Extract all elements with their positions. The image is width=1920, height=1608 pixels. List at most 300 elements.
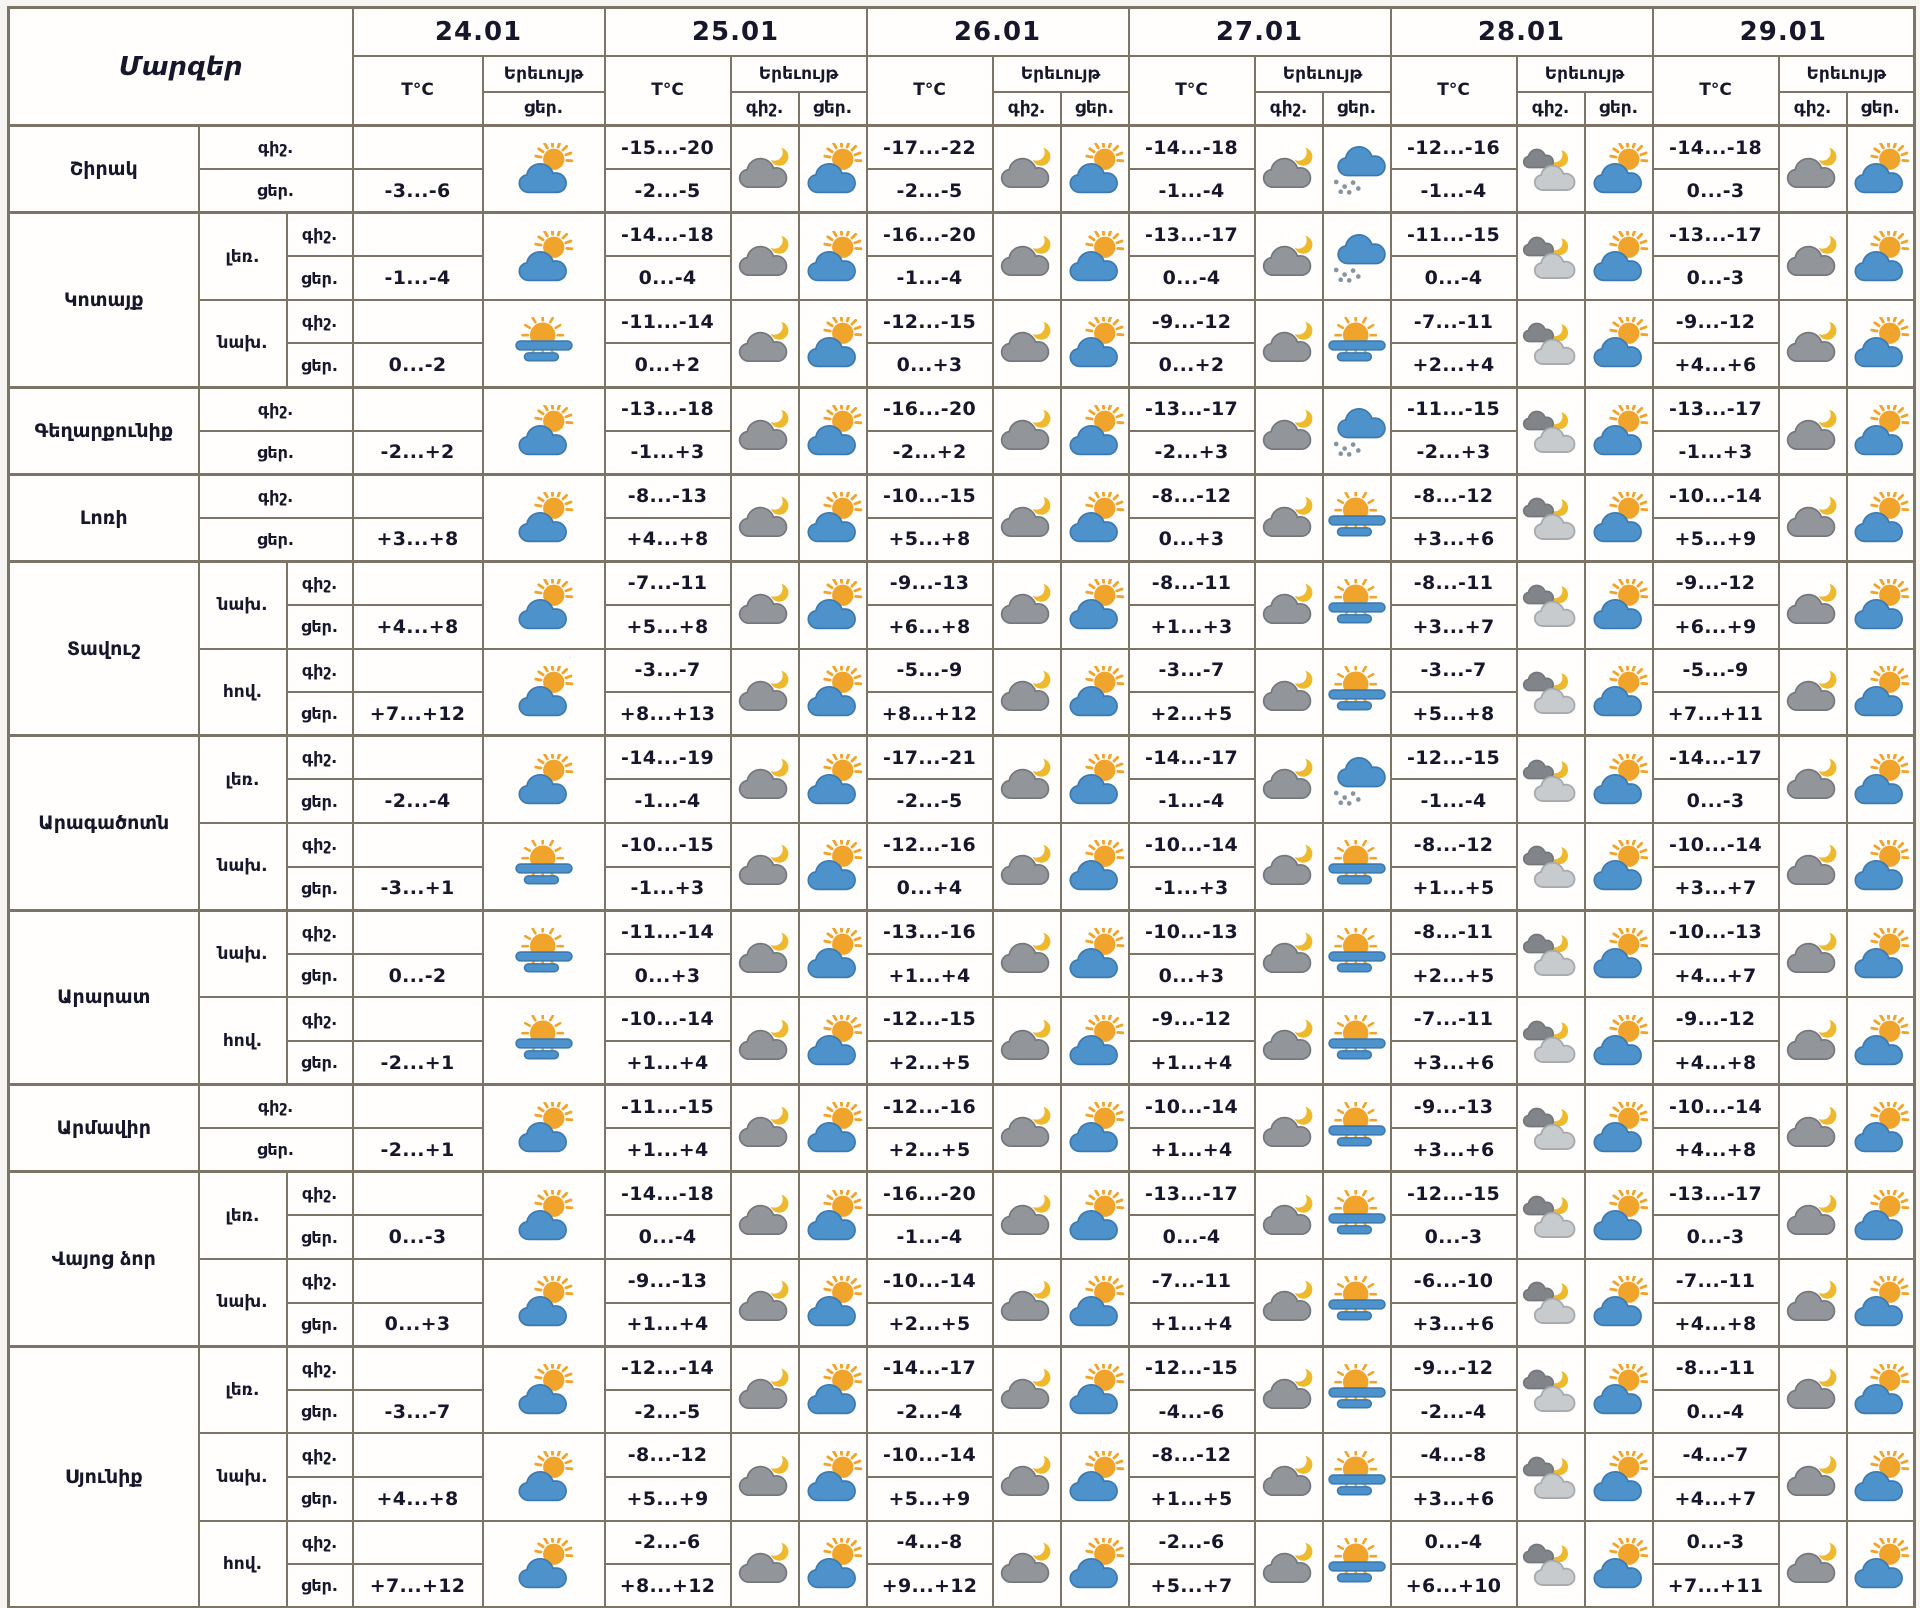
weather-icon-cell (1323, 213, 1391, 300)
weather-icon-cell (1847, 1259, 1915, 1346)
moon-cloud-icon (732, 405, 798, 457)
forecast-table (7, 6, 1916, 1608)
temp-cell: -14...-18 (1653, 126, 1779, 170)
temp-cell: -6...-10 (1391, 1259, 1517, 1303)
weather-icon-cell (1061, 736, 1129, 823)
night-subheader: գիշ. (993, 92, 1061, 126)
temp-cell: -2...-4 (1391, 1390, 1517, 1434)
temp-cell: -12...-15 (1391, 736, 1517, 780)
weather-icon-cell (799, 1085, 867, 1172)
moon-cloud-icon (994, 1190, 1060, 1242)
temp-cell: -12...-15 (867, 997, 993, 1041)
sun-cloud-icon (484, 1276, 604, 1328)
weather-icon-cell (1255, 213, 1323, 300)
temp-cell: -2...-5 (867, 169, 993, 213)
weather-icon-cell (1061, 300, 1129, 387)
temp-cell: -14...-19 (605, 736, 731, 780)
weather-icon-cell (731, 474, 799, 561)
temp-cell: -14...-18 (605, 1172, 731, 1216)
date-header-3: 27.01 (1129, 8, 1391, 56)
sun-cloud-icon (1848, 840, 1914, 892)
temp-cell: +2...+5 (1391, 954, 1517, 998)
moon-cloud-icon (994, 1015, 1060, 1067)
moon-cloud-icon (1256, 1451, 1322, 1503)
temp-cell: +1...+4 (605, 1041, 731, 1085)
moon-clouds-icon (1518, 754, 1584, 806)
weather-icon-cell (483, 910, 605, 997)
weather-icon-cell (483, 1085, 605, 1172)
temp-cell: +4...+8 (353, 1477, 483, 1521)
weather-icon-cell (1517, 1521, 1585, 1608)
temp-cell: +5...+8 (605, 605, 731, 649)
moon-cloud-icon (1780, 1102, 1846, 1154)
temp-cell: -9...-12 (1653, 300, 1779, 344)
weather-icon-cell (1779, 1346, 1847, 1433)
weather-icon-cell (1061, 1172, 1129, 1259)
moon-cloud-icon (732, 143, 798, 195)
temp-cell: +4...+8 (353, 605, 483, 649)
weather-icon-cell (1585, 213, 1653, 300)
temp-cell: -16...-20 (867, 1172, 993, 1216)
weather-icon-cell (483, 126, 605, 213)
temp-cell: -8...-11 (1391, 561, 1517, 605)
sun-cloud-icon (1586, 666, 1652, 718)
weather-icon-cell (1255, 474, 1323, 561)
day-subheader: ցեր. (1323, 92, 1391, 126)
weather-icon-cell (1517, 1085, 1585, 1172)
temp-cell: -7...-11 (605, 561, 731, 605)
weather-icon-cell (799, 823, 867, 910)
phenomenon-header: Երեւույթ (731, 56, 867, 92)
weather-icon-cell (799, 213, 867, 300)
weather-icon-cell (1847, 213, 1915, 300)
region-cell: Վայոց ձոր (9, 1172, 199, 1346)
moon-cloud-icon (1256, 405, 1322, 457)
moon-cloud-icon (994, 754, 1060, 806)
sun-cloud-icon (1586, 579, 1652, 631)
sun-cloud-icon (484, 579, 604, 631)
temp-cell: +2...+5 (867, 1303, 993, 1347)
weather-icon-cell (1255, 823, 1323, 910)
day-row-label: ցեր. (287, 954, 353, 998)
temp-cell: -13...-17 (1653, 213, 1779, 257)
subregion-cell: լեռ. (199, 736, 287, 823)
weather-icon-cell (1061, 1346, 1129, 1433)
sun-cloud-icon (1062, 1276, 1128, 1328)
day-row-label: ցեր. (199, 169, 353, 213)
temp-cell: -1...-4 (1129, 779, 1255, 823)
moon-clouds-icon (1518, 1015, 1584, 1067)
night-row-label: գիշ. (287, 1172, 353, 1216)
temp-cell: -12...-16 (867, 823, 993, 867)
moon-cloud-icon (732, 1538, 798, 1590)
night-row-label: գիշ. (287, 213, 353, 257)
subregion-cell: նախ. (199, 1433, 287, 1520)
temp-cell: -17...-22 (867, 126, 993, 170)
weather-icon-cell (1323, 300, 1391, 387)
weather-icon-cell (1517, 910, 1585, 997)
moon-cloud-icon (732, 1015, 798, 1067)
temp-cell: 0...+4 (867, 867, 993, 911)
moon-cloud-icon (1780, 579, 1846, 631)
moon-clouds-icon (1518, 840, 1584, 892)
sun-cloud-icon (1586, 1015, 1652, 1067)
weather-icon-cell (1255, 997, 1323, 1084)
night-subheader: գիշ. (1517, 92, 1585, 126)
night-row-label: գիշ. (287, 300, 353, 344)
weather-icon-cell (1323, 1433, 1391, 1520)
temp-header: T°C (353, 56, 483, 126)
temp-cell: -13...-18 (605, 387, 731, 431)
temp-cell: -16...-20 (867, 213, 993, 257)
sun-cloud-icon (1586, 1190, 1652, 1242)
weather-icon-cell (731, 823, 799, 910)
temp-cell: -7...-11 (1391, 300, 1517, 344)
temp-cell: -9...-12 (1391, 1346, 1517, 1390)
weather-icon-cell (1585, 1259, 1653, 1346)
temp-cell: -3...-7 (1129, 649, 1255, 693)
temp-cell: -10...-13 (1653, 910, 1779, 954)
weather-icon-cell (1061, 910, 1129, 997)
temp-cell: -4...-8 (1391, 1433, 1517, 1477)
temp-cell: +3...+6 (1391, 1477, 1517, 1521)
moon-cloud-icon (1780, 317, 1846, 369)
weather-icon-cell (1517, 474, 1585, 561)
sun-cloud-icon (1586, 840, 1652, 892)
weather-icon-cell (799, 649, 867, 736)
sun-cloud-icon (484, 492, 604, 544)
night-row-label: գիշ. (287, 561, 353, 605)
moon-cloud-icon (1780, 1276, 1846, 1328)
weather-icon-cell (1323, 649, 1391, 736)
temp-cell: +4...+8 (1653, 1041, 1779, 1085)
weather-icon-cell (1255, 1346, 1323, 1433)
moon-cloud-icon (994, 1102, 1060, 1154)
sun-fog-icon (1324, 666, 1390, 718)
weather-icon-cell (1779, 126, 1847, 213)
temp-cell: -10...-14 (1653, 823, 1779, 867)
weather-icon-cell (1323, 1346, 1391, 1433)
temp-cell: -2...-5 (605, 1390, 731, 1434)
moon-cloud-icon (994, 1364, 1060, 1416)
temp-cell: +3...+6 (1391, 518, 1517, 562)
weather-icon-cell (1585, 1433, 1653, 1520)
weather-icon-cell (1585, 910, 1653, 997)
weather-icon-cell (731, 387, 799, 474)
weather-icon-cell (1517, 823, 1585, 910)
weather-icon-cell (731, 1433, 799, 1520)
temp-cell: -8...-12 (1391, 823, 1517, 867)
weather-icon-cell (731, 1346, 799, 1433)
temp-cell: -7...-11 (1653, 1259, 1779, 1303)
weather-icon-cell (1255, 1172, 1323, 1259)
weather-icon-cell (1779, 213, 1847, 300)
sun-cloud-icon (1062, 840, 1128, 892)
weather-icon-cell (1585, 997, 1653, 1084)
weather-icon-cell (1255, 300, 1323, 387)
sun-cloud-icon (1062, 754, 1128, 806)
weather-icon-cell (483, 997, 605, 1084)
moon-cloud-icon (1780, 492, 1846, 544)
sun-cloud-icon (1848, 143, 1914, 195)
weather-icon-cell (1779, 997, 1847, 1084)
temp-cell: 0...+3 (605, 954, 731, 998)
sun-fog-icon (1324, 1102, 1390, 1154)
sun-cloud-icon (800, 1538, 866, 1590)
temp-cell: -13...-17 (1129, 213, 1255, 257)
sun-cloud-icon (1062, 666, 1128, 718)
sun-cloud-icon (1062, 492, 1128, 544)
temp-cell: +3...+6 (1391, 1303, 1517, 1347)
sun-cloud-icon (1848, 928, 1914, 980)
moon-cloud-icon (732, 1190, 798, 1242)
weather-icon-cell (799, 997, 867, 1084)
temp-cell: +1...+4 (605, 1303, 731, 1347)
temp-cell: 0...-4 (1129, 1215, 1255, 1259)
temp-cell: -10...-14 (1653, 1085, 1779, 1129)
sun-cloud-icon (1062, 1190, 1128, 1242)
temp-cell: -12...-15 (867, 300, 993, 344)
moon-cloud-icon (1780, 405, 1846, 457)
weather-icon-cell (1585, 649, 1653, 736)
sun-cloud-icon (484, 1451, 604, 1503)
temp-cell: -9...-13 (605, 1259, 731, 1303)
temp-cell: -8...-11 (1391, 910, 1517, 954)
temp-cell: 0...-3 (1653, 256, 1779, 300)
region-cell: Գեղարքունիք (9, 387, 199, 474)
temp-cell: -10...-14 (1653, 474, 1779, 518)
sun-cloud-icon (1062, 317, 1128, 369)
temp-cell: +1...+4 (867, 954, 993, 998)
temp-cell: +3...+6 (1391, 1041, 1517, 1085)
temp-cell: +2...+4 (1391, 343, 1517, 387)
moon-cloud-icon (732, 1102, 798, 1154)
sun-cloud-icon (484, 1190, 604, 1242)
date-header-4: 28.01 (1391, 8, 1653, 56)
weather-icon-cell (1061, 1521, 1129, 1608)
sun-cloud-icon (1586, 1538, 1652, 1590)
sun-cloud-icon (1586, 928, 1652, 980)
sun-cloud-icon (800, 754, 866, 806)
date-header-0: 24.01 (353, 8, 605, 56)
day-row-label: ցեր. (287, 779, 353, 823)
temp-cell: +1...+4 (1129, 1041, 1255, 1085)
weather-icon-cell (483, 561, 605, 648)
weather-icon-cell (1517, 126, 1585, 213)
regions-header: Մարզեր (9, 8, 353, 126)
phenomenon-header: Երեւույթ (483, 56, 605, 92)
day-subheader: ցեր. (1585, 92, 1653, 126)
temp-cell: +5...+9 (605, 1477, 731, 1521)
sun-cloud-icon (1062, 579, 1128, 631)
temp-cell: -3...-7 (605, 649, 731, 693)
temp-cell: -9...-12 (1129, 300, 1255, 344)
temp-cell-empty (353, 1433, 483, 1477)
weather-icon-cell (1517, 387, 1585, 474)
moon-clouds-icon (1518, 666, 1584, 718)
moon-cloud-icon (994, 840, 1060, 892)
temp-cell: -2...-6 (605, 1521, 731, 1565)
weather-icon-cell (1847, 1085, 1915, 1172)
sun-cloud-icon (1062, 1102, 1128, 1154)
weather-icon-cell (1255, 387, 1323, 474)
temp-cell: -4...-8 (867, 1521, 993, 1565)
temp-cell: +3...+8 (353, 518, 483, 562)
snow-cloud-icon (1324, 754, 1390, 806)
night-row-label: գիշ. (287, 997, 353, 1041)
temp-cell: +7...+11 (1653, 692, 1779, 736)
weather-icon-cell (993, 126, 1061, 213)
weather-icon-cell (1779, 1172, 1847, 1259)
moon-cloud-icon (994, 317, 1060, 369)
region-cell: Տավուշ (9, 561, 199, 735)
moon-cloud-icon (1780, 1190, 1846, 1242)
weather-icon-cell (1255, 561, 1323, 648)
weather-icon-cell (731, 910, 799, 997)
temp-cell: -2...-5 (867, 779, 993, 823)
temp-cell: -5...-9 (1653, 649, 1779, 693)
temp-header: T°C (605, 56, 731, 126)
temp-cell-empty (353, 213, 483, 257)
weather-icon-cell (799, 736, 867, 823)
day-row-label: ցեր. (287, 1303, 353, 1347)
temp-cell: -2...+3 (1129, 431, 1255, 475)
weather-icon-cell (993, 300, 1061, 387)
temp-cell: -10...-15 (605, 823, 731, 867)
weather-icon-cell (993, 1521, 1061, 1608)
sun-cloud-icon (484, 405, 604, 457)
temp-cell: -1...+3 (1653, 431, 1779, 475)
temp-cell: 0...+3 (1129, 954, 1255, 998)
weather-icon-cell (1061, 1433, 1129, 1520)
weather-icon-cell (1585, 1346, 1653, 1433)
temp-cell: -14...-17 (1129, 736, 1255, 780)
sun-cloud-icon (1848, 1538, 1914, 1590)
sun-cloud-icon (1848, 754, 1914, 806)
weather-icon-cell (1517, 1346, 1585, 1433)
night-row-label: գիշ. (199, 126, 353, 170)
temp-cell: -13...-16 (867, 910, 993, 954)
weather-icon-cell (1585, 1085, 1653, 1172)
weather-icon-cell (993, 823, 1061, 910)
sun-cloud-icon (1586, 754, 1652, 806)
moon-cloud-icon (1780, 143, 1846, 195)
temp-cell: 0...-4 (605, 256, 731, 300)
temp-cell: +3...+7 (1653, 867, 1779, 911)
weather-icon-cell (1061, 649, 1129, 736)
weather-icon-cell (1517, 1172, 1585, 1259)
moon-clouds-icon (1518, 1451, 1584, 1503)
phenomenon-header: Երեւույթ (1779, 56, 1915, 92)
weather-icon-cell (1847, 387, 1915, 474)
sun-cloud-icon (1848, 405, 1914, 457)
night-row-label: գիշ. (287, 1433, 353, 1477)
temp-cell: -8...-11 (1129, 561, 1255, 605)
sun-cloud-icon (1586, 143, 1652, 195)
temp-cell: -12...-14 (605, 1346, 731, 1390)
day-row-label: ցեր. (287, 1390, 353, 1434)
moon-clouds-icon (1518, 143, 1584, 195)
temp-cell: +5...+8 (867, 518, 993, 562)
sun-cloud-icon (1848, 1451, 1914, 1503)
weather-icon-cell (1585, 561, 1653, 648)
temp-cell: -3...-7 (1391, 649, 1517, 693)
weather-icon-cell (1847, 736, 1915, 823)
sun-cloud-icon (1586, 317, 1652, 369)
sun-cloud-icon (1586, 405, 1652, 457)
day-row-label: ցեր. (287, 343, 353, 387)
moon-cloud-icon (1780, 1364, 1846, 1416)
temp-cell: -7...-11 (1129, 1259, 1255, 1303)
night-subheader: գիշ. (1779, 92, 1847, 126)
sun-fog-icon (484, 1015, 604, 1067)
day-row-label: ցեր. (199, 1128, 353, 1172)
weather-icon-cell (1847, 997, 1915, 1084)
temp-cell: 0...-3 (1391, 1215, 1517, 1259)
temp-cell: +6...+10 (1391, 1564, 1517, 1608)
temp-cell: +8...+13 (605, 692, 731, 736)
region-cell: Արմավիր (9, 1085, 199, 1172)
weather-icon-cell (1323, 561, 1391, 648)
temp-cell: +9...+12 (867, 1564, 993, 1608)
temp-cell: -13...-17 (1129, 387, 1255, 431)
temp-cell: -17...-21 (867, 736, 993, 780)
temp-cell: +8...+12 (867, 692, 993, 736)
weather-icon-cell (1323, 736, 1391, 823)
temp-cell: 0...-3 (353, 1215, 483, 1259)
temp-cell-empty (353, 474, 483, 518)
weather-icon-cell (993, 474, 1061, 561)
weather-icon-cell (1847, 126, 1915, 213)
temp-cell: -1...+3 (1129, 867, 1255, 911)
weather-icon-cell (1517, 1433, 1585, 1520)
weather-icon-cell (483, 736, 605, 823)
moon-cloud-icon (1256, 1538, 1322, 1590)
weather-icon-cell (1779, 300, 1847, 387)
moon-clouds-icon (1518, 1276, 1584, 1328)
day-row-label: ցեր. (287, 1041, 353, 1085)
sun-fog-icon (1324, 317, 1390, 369)
sun-cloud-icon (1848, 1364, 1914, 1416)
temp-cell: -13...-17 (1129, 1172, 1255, 1216)
sun-cloud-icon (1848, 1015, 1914, 1067)
sun-cloud-icon (800, 492, 866, 544)
weather-icon-cell (1323, 126, 1391, 213)
sun-cloud-icon (1062, 1451, 1128, 1503)
temp-cell: -2...+1 (353, 1128, 483, 1172)
weather-icon-cell (799, 1346, 867, 1433)
temp-cell: +5...+7 (1129, 1564, 1255, 1608)
temp-cell: +8...+12 (605, 1564, 731, 1608)
sun-cloud-icon (1062, 928, 1128, 980)
weather-icon-cell (483, 1433, 605, 1520)
temp-cell: +1...+4 (1129, 1128, 1255, 1172)
moon-cloud-icon (1780, 840, 1846, 892)
weather-icon-cell (1323, 1521, 1391, 1608)
temp-cell: 0...-4 (1391, 256, 1517, 300)
subregion-cell: նախ. (199, 561, 287, 648)
temp-cell: -4...-6 (1129, 1390, 1255, 1434)
weather-icon-cell (993, 387, 1061, 474)
moon-cloud-icon (732, 840, 798, 892)
sun-cloud-icon (800, 579, 866, 631)
moon-cloud-icon (1256, 143, 1322, 195)
sun-cloud-icon (800, 1102, 866, 1154)
weather-icon-cell (731, 1521, 799, 1608)
temp-cell-empty (353, 1346, 483, 1390)
weather-icon-cell (1323, 823, 1391, 910)
weather-icon-cell (1585, 474, 1653, 561)
